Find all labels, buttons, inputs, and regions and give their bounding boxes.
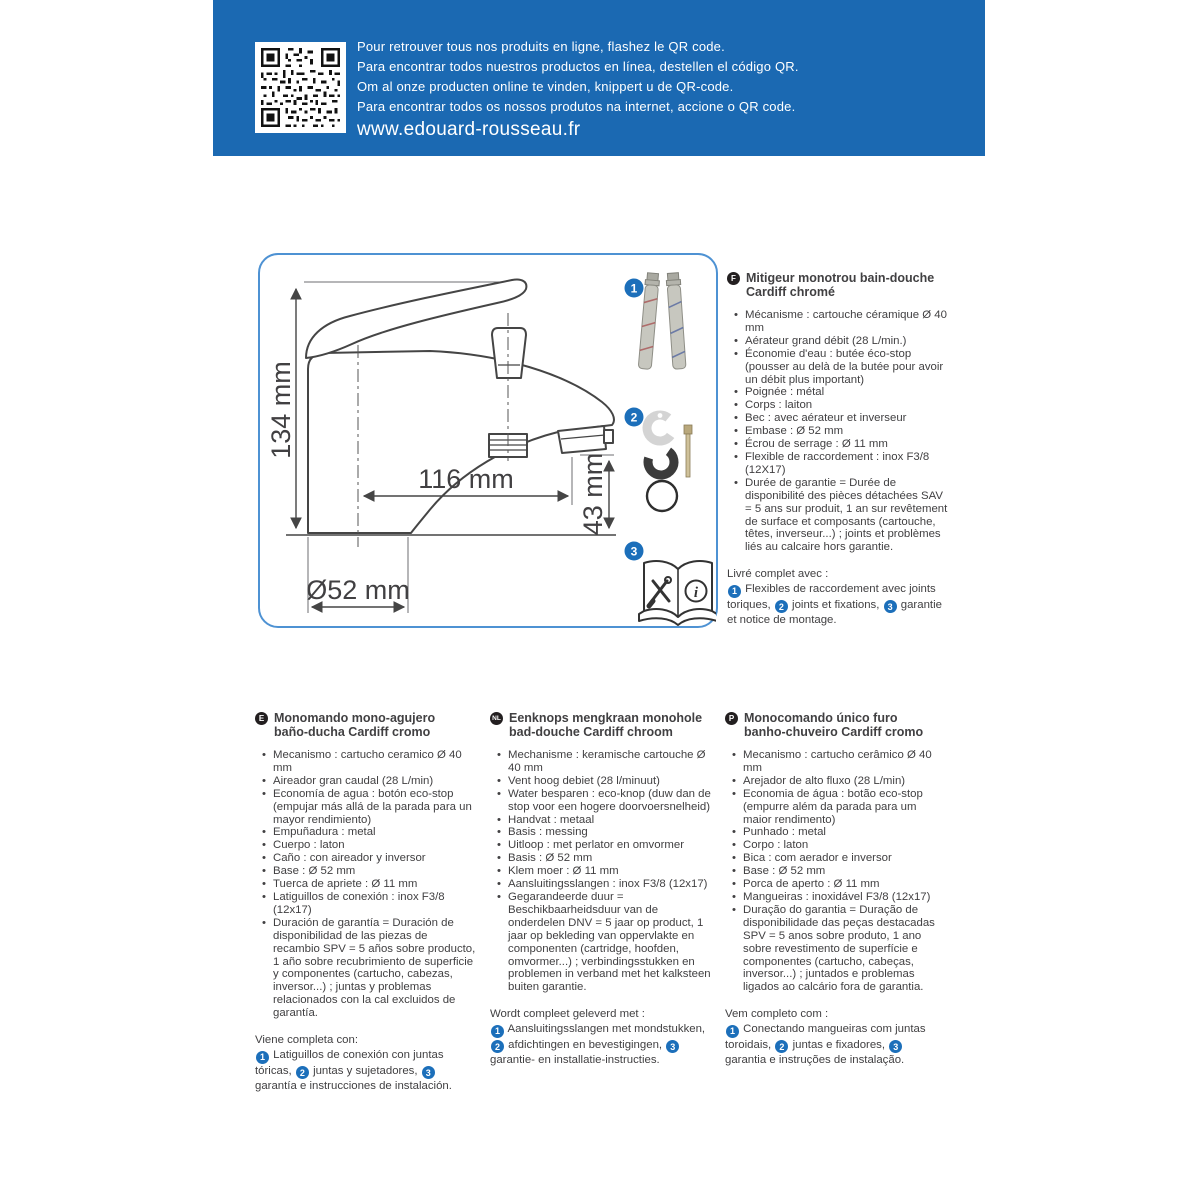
spec-item: • Mangueiras : inoxidável F3/8 (12x17) (732, 891, 946, 904)
callout-2-badge: 2 (491, 1040, 504, 1053)
lang-badge-pt: P (725, 712, 738, 725)
dim-spout-height-label: 43 mm (578, 452, 608, 536)
callout-3-number: 3 (630, 544, 638, 559)
spec-item: • Cuerpo : laton (262, 839, 476, 852)
spec-item: • Klem moer : Ø 11 mm (497, 865, 711, 878)
spout-outlet (558, 426, 613, 453)
callout-1-badge: 1 (491, 1025, 504, 1038)
spec-item: • Duración de garantía = Duración de disponibilidad de las piezas de recambio SPV = 5 años sobre producto, 1 año sobre recubrimiento de superficie y componentes (cartucho, cabezas, inversor...) ; juntas y problemas relacionados con la cal excluidos de garantía. (262, 917, 476, 1020)
flexible-hoses-icon (638, 273, 687, 370)
spec-item: • Basis : messing (497, 826, 711, 839)
spec-item: • Mechanisme : keramische cartouche Ø 40 mm (497, 749, 711, 775)
included-list-es: Viene completa con: 1 Latiguillos de conexión con juntas tóricas, 2 juntas y sujetadores, 3 garantía e instrucciones de instalación. (255, 1034, 452, 1093)
included-list-nl: Wordt compleet geleverd met : 1 Aansluitingsslangen met mondstukken, 2 afdichtingen en bevestigingen, 3 garantie- en installatie-instructies. (490, 1008, 706, 1067)
spec-item: • Économie d'eau : butée éco-stop (pousser au delà de la butée pour avoir un débit plus important) (734, 348, 948, 387)
dim-reach-label: 116 mm (418, 464, 514, 494)
spec-item: • Base : Ø 52 mm (732, 865, 946, 878)
spec-item: • Durée de garantie = Durée de disponibilité des pièces détachées SAV = 5 ans sur produit, 1 an sur revêtement de surface et composants (cartouche, têtes, inverseur...) ; joints et problèmes liés au calcaire hors garantie. (734, 477, 948, 554)
fixing-washers-icon (642, 410, 692, 511)
callout-3-badge: 3 (889, 1040, 902, 1053)
header-line-nl: Om al onze producten online te vinden, knippert u de QR-code. (357, 79, 734, 94)
spec-item: • Mecanismo : cartucho cerâmico Ø 40 mm (732, 749, 946, 775)
spec-item: • Handvat : metaal (497, 814, 711, 827)
spec-item: • Mécanisme : cartouche céramique Ø 40 mm (734, 309, 948, 335)
included-list-fr: Livré complet avec : 1 Flexibles de raccordement avec joints toriques, 2 joints et fixations, 3 garantie et notice de montage. (727, 568, 942, 627)
spec-item: • Water besparen : eco-knop (duw dan de stop voor een hogere doorvoersnelheid) (497, 788, 711, 814)
callout-1-number: 1 (630, 281, 638, 296)
spec-item: • Uitloop : met perlator en omvormer (497, 839, 711, 852)
header-line-es: Para encontrar todos nuestros productos en línea, destellen el código QR. (357, 59, 799, 74)
spec-item: • Poignée : métal (734, 386, 948, 399)
o-ring-icon (647, 481, 677, 511)
spec-item: • Vent hoog debiet (28 l/minuut) (497, 775, 711, 788)
spec-item: • Flexible de raccordement : inox F3/8 (12X17) (734, 451, 948, 477)
spec-list-pt (732, 749, 946, 994)
callout-2-badge: 2 (775, 1040, 788, 1053)
spec-item: • Bec : avec aérateur et inverseur (734, 412, 948, 425)
callout-2-badge: 2 (296, 1066, 309, 1079)
spec-item: • Aérateur grand débit (28 L/min.) (734, 335, 948, 348)
product-block-es (255, 712, 481, 1104)
product-title-fr: F Mitigeur monotrou bain-douche Cardiff chromé (727, 272, 969, 299)
callout-3-badge: 3 (884, 600, 897, 613)
header-line-pt: Para encontrar todos os nossos produtos na internet, accione o QR code. (357, 99, 796, 114)
spec-item: • Duração do garantia = Duração de disponibilidade das peças destacadas SPV = 5 anos sobre produto, 1 ano sobre revestimento de superfície e componentes (cartucho, cabeças, inversor...) ; juntados e problemas ligados ao calcário fora de garantia. (732, 904, 946, 994)
svg-text:i: i (693, 585, 699, 601)
manual-book-icon (639, 561, 716, 625)
spec-item: • Tuerca de apriete : Ø 11 mm (262, 878, 476, 891)
spec-item: • Mecanismo : cartucho ceramico Ø 40 mm (262, 749, 476, 775)
lang-badge-es: E (255, 712, 268, 725)
spec-item: • Aireador gran caudal (28 L/min) (262, 775, 476, 788)
header-band (213, 0, 985, 156)
spec-item: • Base : Ø 52 mm (262, 865, 476, 878)
callout-3 (625, 542, 644, 561)
technical-drawing-box (258, 253, 718, 628)
product-title-nl: NL Eenknops mengkraan monohole bad-douche Cardiff chroom (490, 712, 716, 739)
callout-2-badge: 2 (775, 600, 788, 613)
spec-item: • Aansluitingsslangen : inox F3/8 (12x17) (497, 878, 711, 891)
diverter-knob (492, 328, 526, 378)
spec-item: • Basis : Ø 52 mm (497, 852, 711, 865)
dim-height-label: 134 mm (266, 361, 296, 459)
qr-code-icon (255, 42, 346, 133)
product-block-nl (490, 712, 716, 1079)
spec-item: • Punhado : metal (732, 826, 946, 839)
faucet-outline (306, 279, 614, 533)
spec-list-fr (734, 309, 948, 554)
qr-pattern (261, 48, 340, 127)
callout-1-badge: 1 (728, 585, 741, 598)
callout-3-badge: 3 (666, 1040, 679, 1053)
callout-3-badge: 3 (422, 1066, 435, 1079)
spec-item: • Écrou de serrage : Ø 11 mm (734, 438, 948, 451)
callout-2 (625, 408, 644, 427)
spec-item: • Economía de agua : botón eco-stop (empujar más allá de la parada para un mayor rendimiento) (262, 788, 476, 827)
callout-1-badge: 1 (256, 1051, 269, 1064)
spec-item: • Porca de aperto : Ø 11 mm (732, 878, 946, 891)
spec-item: • Caño : con aireador y inversor (262, 852, 476, 865)
spec-item: • Corps : laiton (734, 399, 948, 412)
header-text (357, 40, 967, 147)
product-title-es: E Monomando mono-agujero baño-ducha Cardiff cromo (255, 712, 481, 739)
callout-1 (625, 279, 644, 298)
dim-base-label: Ø52 mm (306, 575, 410, 605)
spec-item: • Empuñadura : metal (262, 826, 476, 839)
spec-item: • Arejador de alto fluxo (28 L/min) (732, 775, 946, 788)
lang-badge-nl: NL (490, 712, 503, 725)
screw-icon (684, 425, 692, 477)
spec-item: • Gegarandeerde duur = Beschikbaarheidsduur van de onderdelen DNV = 5 jaar op product, 1 jaar op bekleding van oppervlakte en componenten (cartridge, hoofden, omvormer...) ; verbindingsstukken en problemen in verband met het kalksteen buiten garantie. (497, 891, 711, 994)
faucet-technical-drawing (260, 255, 716, 626)
callout-2-number: 2 (630, 410, 638, 425)
header-line-fr: Pour retrouver tous nos produits en ligne, flashez le QR code. (357, 39, 725, 54)
spec-list-nl (497, 749, 711, 994)
callout-1-badge: 1 (726, 1025, 739, 1038)
spec-item: • Economia de água : botão eco-stop (empurre além da parada para um maior rendimento) (732, 788, 946, 827)
website-url[interactable]: www.edouard-rousseau.fr (357, 119, 581, 140)
lang-badge-fr: F (727, 272, 740, 285)
spec-item: • Bica : com aerador e inversor (732, 852, 946, 865)
product-block-pt (725, 712, 957, 1079)
product-title-pt: P Monocomando único furo banho-chuveiro Cardiff cromo (725, 712, 957, 739)
spec-item: • Corpo : laton (732, 839, 946, 852)
spec-list-es (262, 749, 476, 1020)
included-list-pt: Vem completo com : 1 Conectando mangueiras com juntas toroidais, 2 juntas e fixadores, 3 garantia e instruções de instalação. (725, 1008, 926, 1067)
spec-item: • Embase : Ø 52 mm (734, 425, 948, 438)
spec-item: • Latiguillos de conexión : inox F3/8 (12x17) (262, 891, 476, 917)
product-block-fr (727, 272, 969, 639)
